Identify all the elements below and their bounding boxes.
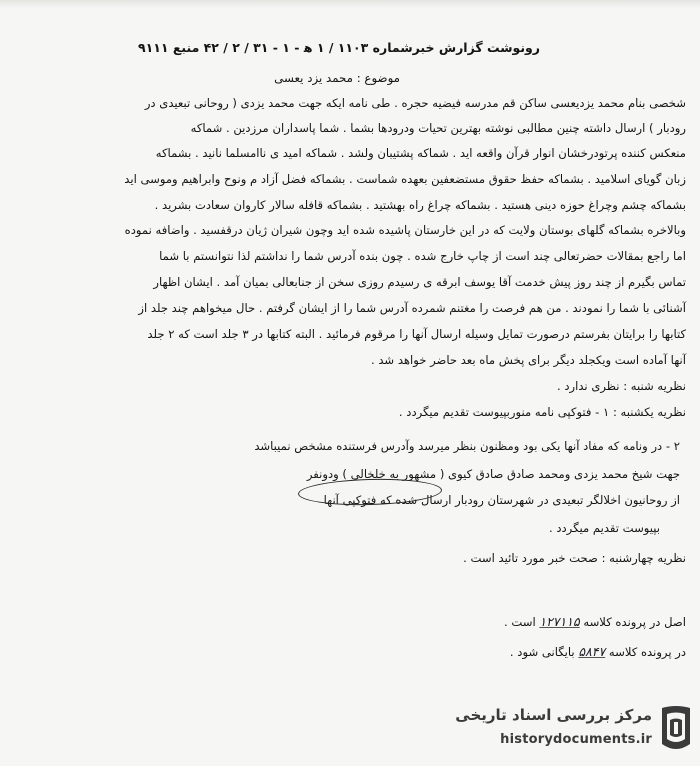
report-subject: موضوع : محمد یزد یعسی	[274, 71, 400, 85]
original-class-number: ۱۲۷۱۱۵	[539, 614, 580, 629]
paragraph-line-4: زبان گویای اسلامید . بشماکه حفظ حقوق مستضعفین بعهده شماست . بشماکه فضل آزاد م ونوح وابراهیم وموسی اید	[124, 172, 686, 186]
watermark-url: historydocuments.ir	[500, 732, 652, 747]
note-3-line-4: بپیوست تقدیم میگردد .	[548, 521, 660, 535]
paragraph-line-10: کتابها را برایتان بفرستم درصورت تمایل وسیله ارسال آنها را مرقوم فرمائید . البته کتابها در ۳ جلد است که ۲ جلد	[147, 327, 686, 341]
original-filed-suffix: است .	[503, 615, 536, 629]
paragraph-line-8: تماس بگیرم از چند روز پیش خدمت آقا یوسف ابرقه ی رسیدم روزی سخن از جنابعالی بمیان آمد . ایشان اظهار	[153, 275, 686, 289]
copy-filed-suffix: بایگانی شود .	[509, 645, 575, 659]
note-3-line-1: ۲ - در ونامه که مفاد آنها یکی بود ومظنون بنظر میرسد وآدرس فرستنده مشخص نمیباشد	[254, 439, 680, 453]
note-wednesday: نظریه چهارشنبه : صحت خبر مورد تائید است .	[463, 551, 686, 565]
paragraph-line-7: اما راجع بمقالات حضرتعالی چند است از چاپ خارج شده . چون بنده آدرس شما را نداشتم لذا نتوانستم با شما	[159, 249, 686, 263]
copy-filed-prefix: در پرونده کلاسه	[608, 645, 686, 659]
paragraph-line-6: وبالاخره بشماکه گلهای بوستان ولایت که در این خارستان پاشیده شده اید وچون شیران ژیان درقفسید . واضافه نموده	[124, 223, 686, 237]
paragraph-line-11: آنها آماده است ویکجلد دیگر برای پخش ماه بعد حاضر خواهد شد .	[370, 353, 686, 367]
report-header: رونوشت گزارش خبرشماره ۱۱۰۳ / ۱ ه‍ - ۱ - ۳۱ / ۲ / ۴۲ منبع ۹۱۱۱	[137, 40, 540, 55]
original-filed-line	[380, 614, 686, 630]
copy-filed-line	[380, 644, 686, 660]
original-filed-prefix: اصل در پرونده کلاسه	[583, 615, 686, 629]
note-3-line-3: از روحانیون اخلالگر تبعیدی در شهرستان رودبار ارسال شده که فتوکپی آنها	[323, 493, 680, 507]
watermark-name: مرکز بررسی اسناد تاریخی	[455, 706, 652, 724]
book-seal-icon	[656, 704, 696, 754]
copy-class-number: ۵۸۴۷	[578, 644, 606, 659]
watermark	[414, 698, 700, 766]
paragraph-line-9: آشنائی با شما را نمودند . من هم فرصت را مغتنم شمرده آدرس شما را از ایشان گرفتم . حال میخواهم چند جلد از	[138, 301, 686, 315]
note-sunday: نظریه یکشنبه : ۱ - فتوکپی نامه منوربپیوست تقدیم میگردد .	[398, 405, 686, 419]
paragraph-line-1: شخصی بنام محمد یزدیعسی ساکن قم مدرسه فیضیه حجره . طی نامه ایکه جهت محمد یزدی ( روحانی تبعیدی در	[144, 96, 686, 110]
note-saturday: نظریه شنبه : نظری ندارد .	[556, 379, 686, 393]
paragraph-line-3: منعکس کننده پرتودرخشان انوار قرآن واقعه اید . شماکه پشتیبان ولشد . شماکه امید ی ناامسلما نانید . بشماکه	[155, 146, 686, 160]
scan-edge	[0, 0, 700, 8]
note-3-line-2: جهت شیخ محمد یزدی ومحمد صادق صادق کیوی ( مشهور به خلخالی ) ودونفر	[306, 467, 680, 481]
paragraph-line-5: بشماکه چشم وچراغ حوزه دینی هستید . بشماکه چراغ راه بهشتید . بشماکه قافله سالار کاروان سعادت بشرید .	[154, 198, 686, 212]
paragraph-line-2: رودبار ) ارسال داشته چنین مطالبی نوشته بهترین تحیات ودرودها بشما . شما پاسداران مرزدین . شماکه	[190, 121, 686, 135]
